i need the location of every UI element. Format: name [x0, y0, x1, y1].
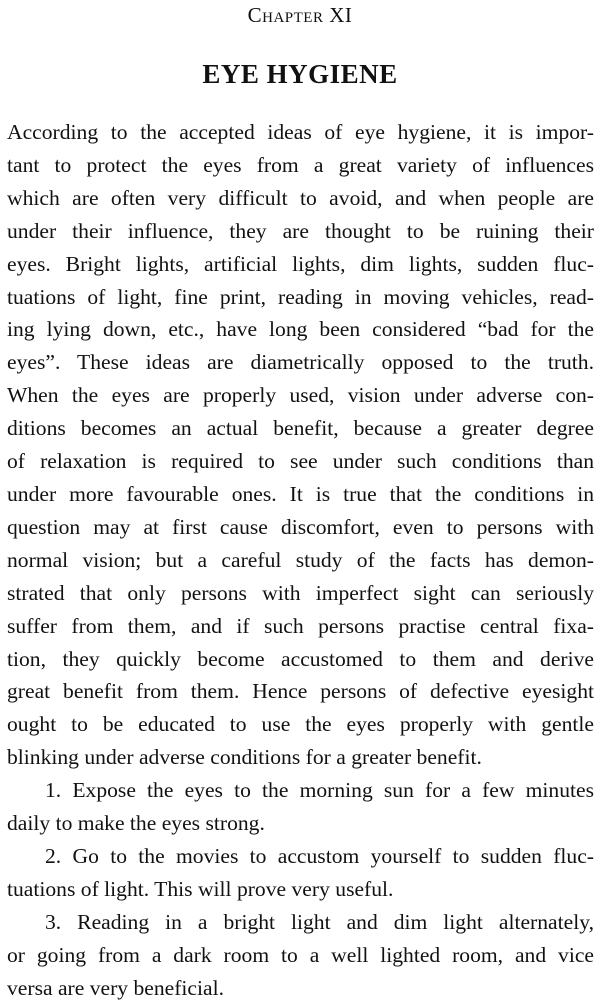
body-text [7, 116, 594, 1004]
text-line: under their influence, they are thought to be ruining their [7, 218, 594, 243]
text-line: According to the accepted ideas of eye hygiene, it is impor- [7, 120, 594, 144]
text-line: tant to protect the eyes from a great variety of influences [7, 152, 594, 177]
text-line: 3. Reading in a bright light and dim light alternately, [45, 909, 594, 934]
text-line: daily to make the eyes strong. [7, 811, 265, 836]
list-item-2 [7, 840, 594, 906]
text-line: tuations of light, fine print, reading in moving vehicles, read- [7, 284, 594, 309]
text-line: 2. Go to the movies to accustom yourself to sudden fluc- [45, 843, 594, 868]
text-line: of relaxation is required to see under such conditions than [7, 449, 594, 474]
chapter-title: EYE HYGIENE [202, 59, 398, 89]
text-line: When the eyes are properly used, vision under adverse con- [7, 383, 594, 408]
text-line: question may at first cause discomfort, even to persons with [7, 514, 594, 539]
text-line: tuations of light. This will prove very useful. [7, 876, 394, 901]
text-line: suffer from them, and if such persons practise central fixa- [7, 613, 594, 638]
text-line: strated that only persons with imperfect sight can seriously [7, 580, 594, 605]
text-line: ought to be educated to use the eyes properly with gentle [7, 712, 594, 737]
text-line: tion, they quickly become accustomed to them and derive [7, 646, 594, 671]
text-line: 1. Expose the eyes to the morning sun for a few minutes [45, 778, 594, 803]
list-item-1 [7, 774, 594, 840]
text-line: normal vision; but a careful study of the facts has demon- [7, 547, 594, 572]
list-item-3 [7, 906, 594, 1004]
paragraph-intro [7, 116, 594, 774]
text-line: ing lying down, etc., have long been considered “bad for the [7, 317, 594, 342]
text-line: eyes. Bright lights, artificial lights, dim lights, sudden fluc- [7, 251, 594, 276]
chapter-label: Chapter XI [247, 3, 353, 27]
text-line: ditions becomes an actual benefit, because a greater degree [7, 416, 594, 441]
text-line: blinking under adverse conditions for a greater benefit. [7, 745, 482, 770]
text-line: great benefit from them. Hence persons of defective eyesight [7, 679, 594, 704]
text-line: eyes”. These ideas are diametrically opposed to the truth. [7, 350, 594, 375]
text-line: versa are very beneficial. [7, 975, 225, 1000]
text-line: which are often very difficult to avoid, and when people are [7, 185, 594, 210]
text-line: or going from a dark room to a well lighted room, and vice [7, 942, 594, 967]
text-line: under more favourable ones. It is true that the conditions in [7, 481, 594, 506]
